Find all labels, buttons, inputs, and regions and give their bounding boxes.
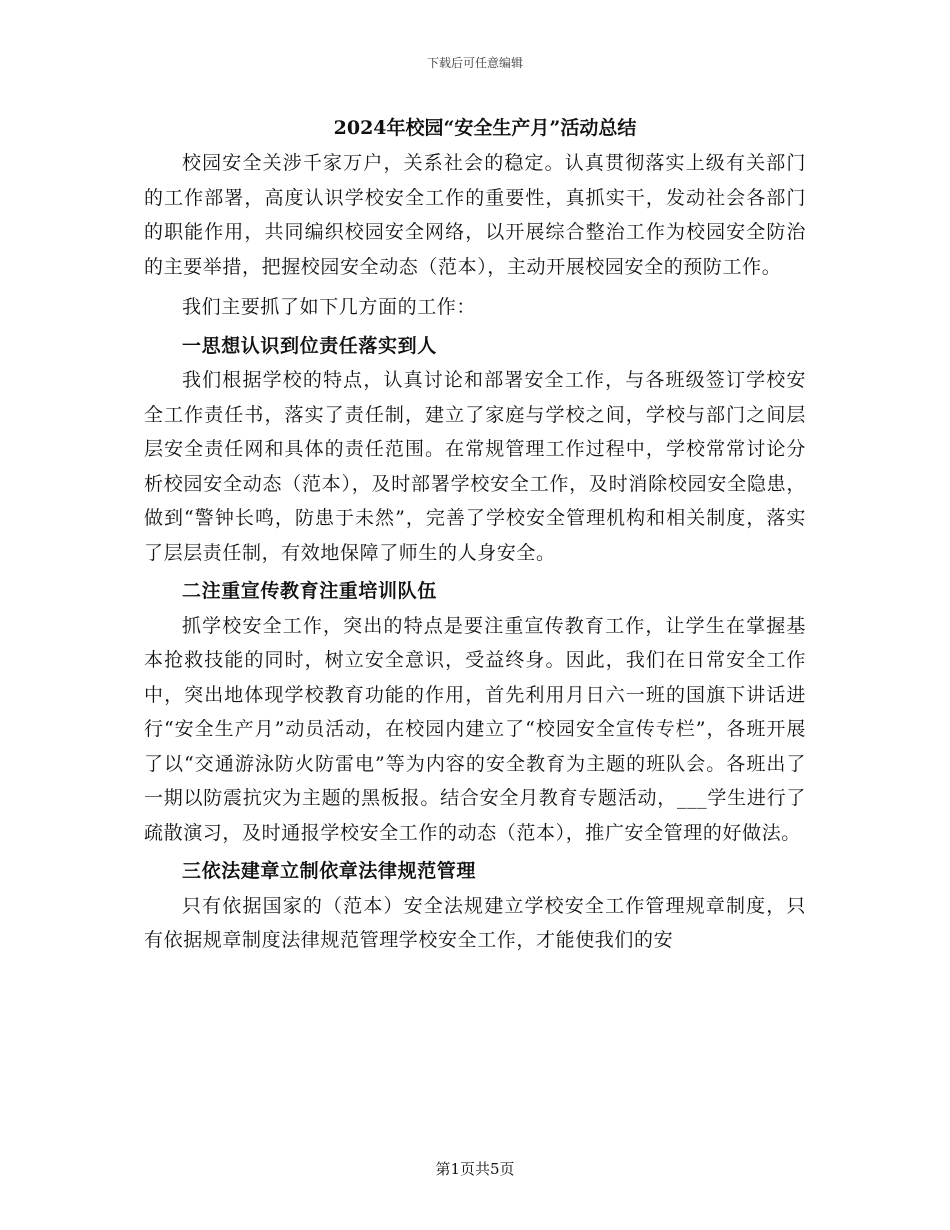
section-heading-3: 三依法建章立制依章法律规范管理 — [182, 860, 477, 882]
section-body-2: 抓学校安全工作，突出的特点是要注重宣传教育工作，让学生在掌握基本抢救技能的同时，树立安全意识，受益终身。因此，我们在日常安全工作中，突出地体现学校教育功能的作用，首先利用月日六一班的国旗下讲话进行“安全生产月”动员活动，在校园内建立了“校园安全宣传专栏”，各班开展了以“交通游泳防火防雷电”等为内容的安全教育为主题的班队会。各班出了一期以防震抗灾为主题的黑板报。结合安全月教育专题活动，___学生进行了疏散演习，及时通报学校安全工作的动态（范本），推广安全管理的好做法。 — [144, 614, 806, 844]
document-title: 2024年校园“安全生产月”活动总结 — [333, 117, 637, 139]
section-body-3: 只有依据国家的（范本）安全法规建立学校安全工作管理规章制度，只有依据规章制度法律规范管理学校安全工作，才能使我们的安 — [144, 894, 806, 951]
section-heading-1: 一思想认识到位责任落实到人 — [182, 334, 437, 357]
overview-paragraph: 我们主要抓了如下几方面的工作： — [182, 296, 477, 318]
page-number-footer: 第1页共5页 — [435, 1160, 515, 1178]
section-heading-2: 二注重宣传教育注重培训队伍 — [182, 580, 437, 602]
header-note: 下载后可任意编辑 — [426, 56, 523, 70]
section-body-1: 我们根据学校的特点，认真讨论和部署安全工作，与各班级签订学校安全工作责任书，落实了责任制，建立了家庭与学校之间，学校与部门之间层层安全责任网和具体的责任范围。在常规管理工作过程中，学校常常讨论分析校园安全动态（范本），及时部署学校安全工作，及时消除校园安全隐患，做到“警钟长鸣，防患于未然”，完善了学校安全管理机构和相关制度，落实了层层责任制，有效地保障了师生的人身安全。 — [144, 369, 806, 564]
intro-paragraph: 校园安全关涉千家万户，关系社会的稳定。认真贯彻落实上级有关部门的工作部署，高度认识学校安全工作的重要性，真抓实干，发动社会各部门的职能作用，共同编织校园安全网络，以开展综合整治工作为校园安全防治的主要举措，把握校园安全动态（范本），主动开展校园安全的预防工作。 — [144, 152, 806, 278]
document-body — [144, 110, 806, 958]
